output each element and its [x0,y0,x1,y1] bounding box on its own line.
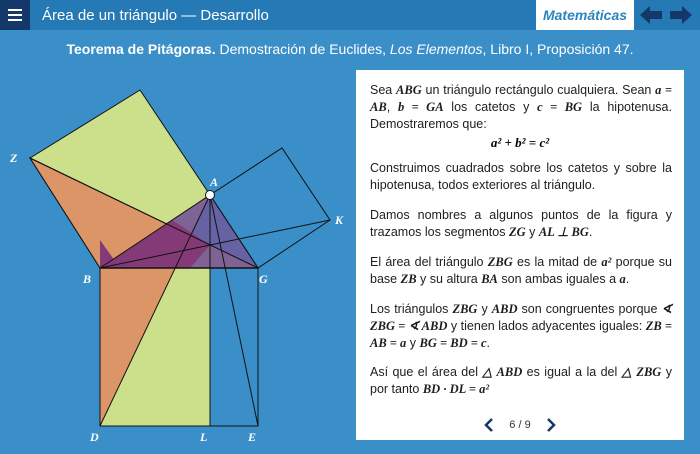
heading-book: Los Elementos [389,41,483,57]
top-bar [0,0,700,30]
label-e: E [248,430,257,444]
page-heading [0,41,700,57]
menu-button[interactable] [0,0,30,30]
explanation-panel [356,70,684,440]
label-z: Z [10,151,18,165]
page-indicator: 6 / 9 [509,419,531,431]
label-k: K [335,213,344,227]
point-a [206,191,215,200]
heading-theorem: Teorema de Pitágoras. [66,41,216,57]
paragraph-construct: Construimos cuadrados sobre los catetos y sobre la hipotenusa, todos exteriores al triángulo. [370,161,672,192]
pythagoras-figure [0,60,356,454]
label-d: D [90,430,99,444]
heading-demo: Demostración de Euclides, [215,41,390,57]
paragraph-congruent: Los triángulos ZBG y ABD son congruentes porque ∢ ZBG = ∢ ABD y tienen lados adyacentes iguales: ZB = AB = a y BG = BD = c. [370,302,673,350]
main-equation: a² + b² = c² [490,135,550,150]
prev-page-icon[interactable] [482,417,496,433]
next-page-icon[interactable] [544,417,558,433]
label-l: L [200,430,208,444]
pager [480,416,560,434]
paragraph-points: Damos nombres a algunos puntos de la figura y trazamos los segmentos ZG y AL ⊥ BG. [370,208,672,239]
paragraph-area-zbg: El área del triángulo ZBG es la mitad de a² porque su base ZB y su altura BA son ambas iguales a a. [370,255,673,286]
paragraph-intro: Sea ABG un triángulo rectángulo cualquiera. Sean a = AB, b = GA los catetos y c = BG la hipotenusa. Demostraremos que: [370,83,672,131]
app-title: Área de un triángulo — Desarrollo [42,7,269,24]
label-b: B [83,272,92,286]
label-g: G [259,272,268,286]
label-a: A [210,175,219,189]
forward-arrow-icon[interactable] [668,4,694,26]
back-arrow-icon[interactable] [638,4,664,26]
paragraph-conclusion: Así que el área del △ ABD es igual a la del △ ZBG y por tanto BD · DL = a² [370,365,672,396]
subject-tab[interactable]: Matemáticas [536,0,634,30]
heading-prop: , Libro I, Proposición 47. [482,41,634,57]
